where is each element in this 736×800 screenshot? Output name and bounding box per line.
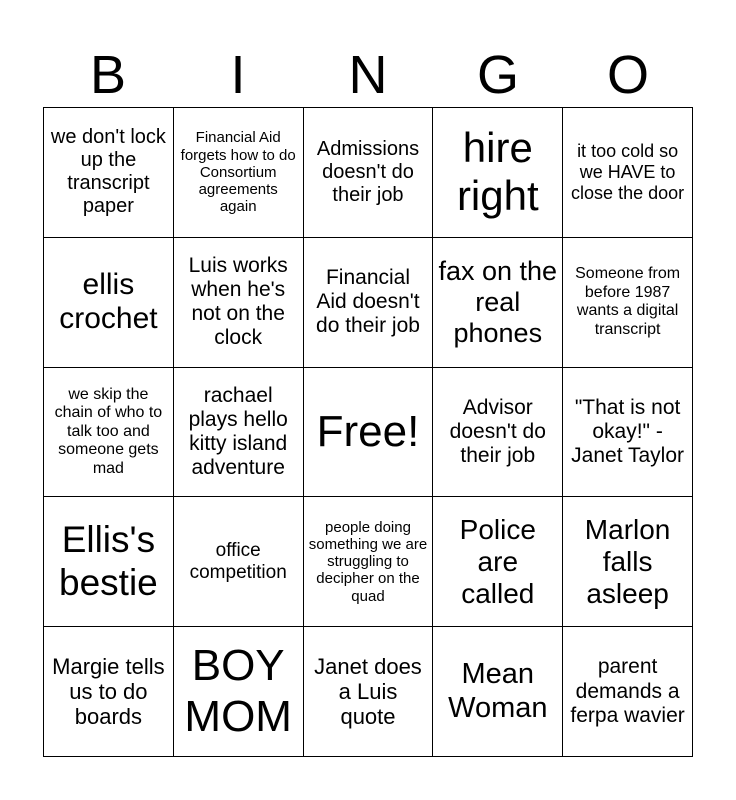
bingo-cell[interactable] — [174, 368, 304, 498]
bingo-cell[interactable] — [433, 368, 563, 498]
cell-text: Police are called — [459, 513, 536, 609]
bingo-cell[interactable] — [174, 238, 304, 368]
cell-text: Mean Woman — [448, 658, 548, 724]
cell-text: fax on the real phones — [438, 255, 558, 348]
bingo-cell[interactable] — [304, 108, 434, 238]
cell-text: office competition — [189, 539, 287, 583]
cell-text: hire right — [456, 124, 539, 220]
bingo-cell[interactable] — [563, 108, 693, 238]
bingo-cell[interactable] — [44, 627, 174, 757]
cell-text: Janet does a Luis quote — [314, 653, 422, 730]
bingo-cell[interactable] — [174, 108, 304, 238]
bingo-cell[interactable] — [174, 497, 304, 627]
cell-text: it too cold so we HAVE to close the door — [571, 141, 685, 203]
cell-text: we skip the chain of who to talk too and someone gets mad — [54, 386, 163, 477]
bingo-cell[interactable] — [433, 108, 563, 238]
bingo-cell[interactable] — [44, 108, 174, 238]
header-letter-g: G — [476, 45, 519, 105]
header-letter-n: N — [348, 45, 388, 105]
bingo-cell[interactable] — [304, 238, 434, 368]
cell-text: Advisor doesn't do their job — [449, 395, 546, 468]
cell-text: Margie tells us to do boards — [52, 653, 165, 730]
bingo-cell[interactable] — [563, 627, 693, 757]
bingo-board — [43, 107, 693, 757]
cell-text: Ellis's bestie — [59, 519, 158, 603]
cell-text: "That is not okay!" - Janet Taylor — [571, 395, 685, 468]
bingo-cell[interactable] — [433, 627, 563, 757]
header-letter-b: B — [89, 45, 127, 105]
bingo-cell[interactable] — [304, 627, 434, 757]
bingo-cell[interactable] — [563, 497, 693, 627]
cell-text: Luis works when he's not on the clock — [188, 253, 288, 350]
bingo-cell[interactable] — [44, 238, 174, 368]
free-space-text: Free! — [316, 406, 420, 456]
cell-text: Marlon falls asleep — [584, 513, 671, 609]
cell-text: Admissions doesn't do their job — [316, 137, 420, 206]
bingo-cell[interactable] — [563, 238, 693, 368]
cell-text: ellis crochet — [59, 267, 158, 336]
cell-text: rachael plays hello kitty island adventure — [188, 383, 288, 480]
bingo-cell[interactable] — [174, 627, 304, 757]
cell-text: people doing something we are struggling to decipher on the quad — [308, 518, 428, 605]
cell-text: Someone from before 1987 wants a digital transcript — [575, 265, 681, 338]
bingo-cell[interactable] — [433, 238, 563, 368]
bingo-cell[interactable] — [44, 368, 174, 498]
cell-text: Financial Aid doesn't do their job — [316, 265, 420, 338]
free-space-cell[interactable] — [304, 368, 434, 498]
bingo-cell[interactable] — [563, 368, 693, 498]
header-letter-o: O — [606, 45, 649, 105]
bingo-cell[interactable] — [304, 497, 434, 627]
bingo-cell[interactable] — [44, 497, 174, 627]
cell-text: BOY MOM — [184, 641, 292, 741]
cell-text: parent demands a ferpa wavier — [570, 655, 685, 727]
cell-text: Financial Aid forgets how to do Consortium agreements again — [180, 129, 296, 216]
cell-text: we don't lock up the transcript paper — [50, 126, 166, 218]
bingo-cell[interactable] — [433, 497, 563, 627]
header-letter-i: I — [230, 45, 246, 105]
bingo-header — [43, 44, 693, 106]
